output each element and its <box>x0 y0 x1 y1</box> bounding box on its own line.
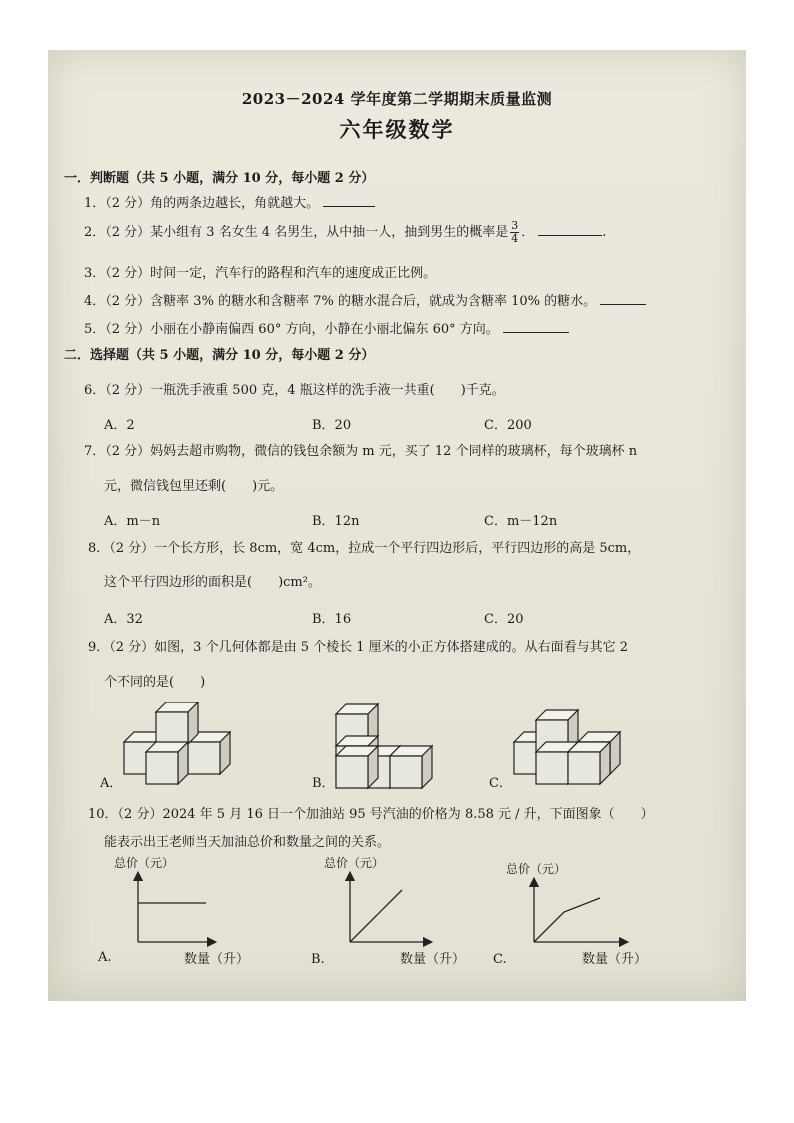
question-10-line1: 10．（2 分）2024 年 5 月 16 日一个加油站 95 号汽油的价格为 8.58 元 / 升，下面图象（ ） <box>88 807 654 822</box>
question-10-line2: 能表示出王老师当天加油总价和数量之间的关系。 <box>104 835 391 850</box>
question-8-line2: 这个平行四边形的面积是( )cm²。 <box>104 575 321 590</box>
graph-c[interactable] <box>534 882 624 942</box>
question-9-line2: 个不同的是( ) <box>104 675 206 690</box>
q9-option-b[interactable]: B． <box>312 776 335 791</box>
section2-heading: 二．选择题（共 5 小题，满分 10 分，每小题 2 分） <box>64 348 375 363</box>
question-8-line1: 8．（2 分）一个长方形，长 8cm，宽 4cm，拉成一个平行四边形后，平行四边形的高是 5cm， <box>88 541 641 556</box>
answer-blank-4[interactable] <box>600 292 646 305</box>
probability-fraction <box>510 220 519 245</box>
q9-option-c[interactable]: C． <box>489 776 512 791</box>
question-3: 3．（2 分）时间一定，汽车行的路程和汽车的速度成正比例。 <box>84 266 437 281</box>
question-5-text: 5．（2 分）小丽在小静南偏西 60° 方向，小静在小丽北偏东 60° 方向。 <box>84 322 499 337</box>
graph-c-ylabel: 总价（元） <box>506 862 567 876</box>
question-5 <box>84 318 569 337</box>
fraction-denominator: 4 <box>511 232 519 245</box>
q8-option-c[interactable]: C．20 <box>484 612 524 627</box>
q8-option-a[interactable]: A．32 <box>104 612 143 627</box>
answer-blank-5[interactable] <box>503 320 569 333</box>
question-2 <box>84 220 606 245</box>
graph-a-xlabel: 数量（升） <box>184 952 250 967</box>
graph-b-ylabel: 总价（元） <box>324 856 385 870</box>
question-4-text: 4．（2 分）含糖率 3% 的糖水和含糖率 7% 的糖水混合后，就成为含糖率 10% 的糖水。 <box>84 294 597 309</box>
q9-figure-b[interactable] <box>336 704 432 788</box>
q7-option-c[interactable]: C．m－12n <box>484 514 558 529</box>
q7-option-a[interactable]: A．m－n <box>104 514 161 529</box>
graph-a-ylabel: 总价（元） <box>114 856 175 870</box>
q9-figures <box>108 702 748 797</box>
fraction-numerator: 3 <box>511 219 519 232</box>
question-6: 6．（2 分）一瓶洗手液重 500 克，4 瓶这样的洗手液一共重( )千克。 <box>84 383 505 398</box>
exam-sheet <box>48 50 746 1001</box>
q9-option-a[interactable]: A． <box>100 776 123 791</box>
question-4 <box>84 290 646 309</box>
question-7-line1: 7．（2 分）妈妈去超市购物，微信的钱包余额为 m 元，买了 12 个同样的玻璃杯，每个玻璃杯 n <box>84 444 638 459</box>
question-2-text: 2．（2 分）某小组有 3 名女生 4 名男生，从中抽一人，抽到男生的概率是 <box>84 225 509 240</box>
graph-b-xlabel: 数量（升） <box>400 952 466 967</box>
question-2-end: . <box>602 225 607 240</box>
question-9-line1: 9．（2 分）如图，3 个几何体都是由 5 个棱长 1 厘米的小正方体搭建成的。从右面看与其它 2 <box>88 640 629 655</box>
q6-option-a[interactable]: A．2 <box>104 418 135 433</box>
graph-b[interactable] <box>350 876 428 942</box>
answer-blank-1[interactable] <box>323 194 375 207</box>
answer-blank-2[interactable] <box>538 223 602 236</box>
graph-c-xlabel: 数量（升） <box>582 952 648 967</box>
graph-a[interactable] <box>138 876 212 942</box>
section1-heading: 一．判断题（共 5 小题，满分 10 分，每小题 2 分） <box>64 171 375 186</box>
graph-b-line <box>350 890 402 942</box>
q9-figure-c[interactable] <box>514 710 620 784</box>
q10-option-a[interactable]: A. <box>98 950 112 965</box>
exam-title: 2023－2024 学年度第二学期期末质量监测 <box>241 90 553 108</box>
question-7-line2: 元，微信钱包里还剩( )元。 <box>104 479 284 494</box>
q10-graphs <box>48 868 746 953</box>
graph-c-line <box>534 898 600 942</box>
question-1 <box>84 192 375 211</box>
q8-option-b[interactable]: B．16 <box>312 612 352 627</box>
q10-option-c[interactable]: C. <box>493 952 507 967</box>
question-1-text: 1．（2 分）角的两条边越长，角就越大。 <box>84 196 320 211</box>
q6-option-b[interactable]: B．20 <box>312 418 352 433</box>
q6-option-c[interactable]: C．200 <box>484 418 532 433</box>
q10-option-b[interactable]: B. <box>311 952 325 967</box>
exam-subject: 六年级数学 <box>339 117 455 142</box>
question-2-punct: ． <box>521 225 535 240</box>
q7-option-b[interactable]: B．12n <box>312 514 360 529</box>
q9-figure-a[interactable] <box>124 702 230 784</box>
